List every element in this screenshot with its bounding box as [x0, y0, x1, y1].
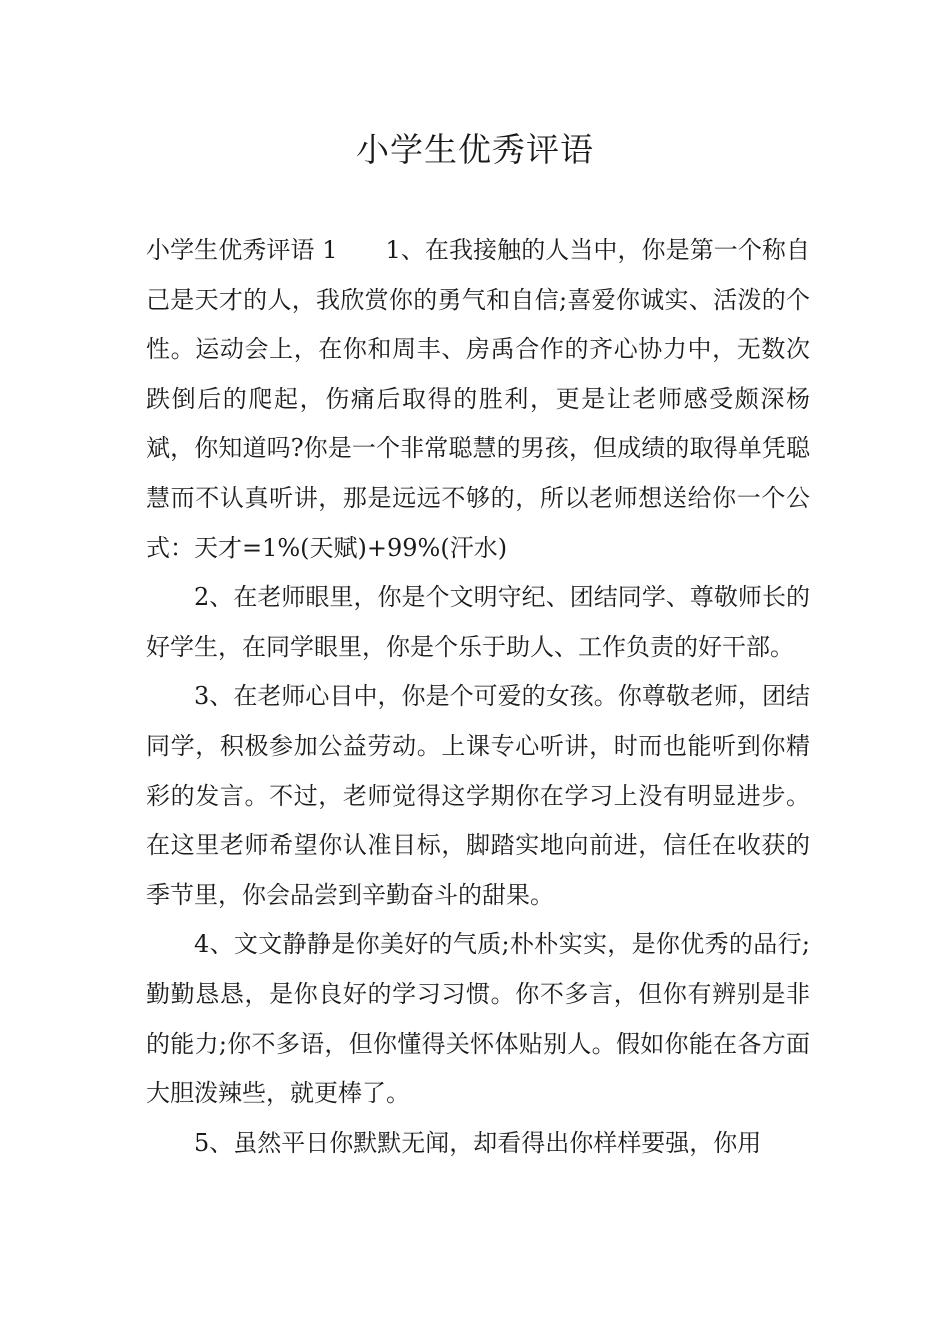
- paragraph-3: 3、在老师心目中，你是个可爱的女孩。你尊敬老师，团结同学，积极参加公益劳动。上课专心听讲，时而也能听到你精彩的发言。不过，老师觉得这学期你在学习上没有明显进步。在这里老师希望你认准目标，脚踏实地向前进，信任在收获的季节里，你会品尝到辛勤奋斗的甜果。: [146, 682, 810, 909]
- paragraph-4: 4、文文静静是你美好的气质;朴朴实实，是你优秀的品行;勤勤恳恳，是你良好的学习习惯。你不多言，但你有辨别是非的能力;你不多语，但你懂得关怀体贴别人。假如你能在各方面大胆泼辣些，就更棒了。: [146, 930, 810, 1108]
- section-label: 小学生优秀评语 1: [146, 236, 338, 264]
- paragraph-1-text: 1、在我接触的人当中，你是第一个称自己是天才的人，我欣赏你的勇气和自信;喜爱你诚实、活泼的个性。运动会上，在你和周丰、房禹合作的齐心协力中，无数次跌倒后的爬起，伤痛后取得的胜利，更是让老师感受颇深杨斌，你知道吗?你是一个非常聪慧的男孩，但成绩的取得单凭聪慧而不认真听讲，那是远远不够的，所以老师想送给你一个公式：天才=1%(天赋)+99%(汗水): [146, 236, 810, 562]
- page-title: 小学生优秀评语: [356, 130, 594, 169]
- paragraph-1: [146, 226, 810, 573]
- paragraph-5: 5、虽然平日你默默无闻，却看得出你样样要强，你用: [194, 1128, 762, 1157]
- paragraph-2: 2、在老师眼里，你是个文明守纪、团结同学、尊敬师长的好学生，在同学眼里，你是个乐于助人、工作负责的好干部。: [146, 583, 810, 661]
- document-body: [146, 226, 810, 1168]
